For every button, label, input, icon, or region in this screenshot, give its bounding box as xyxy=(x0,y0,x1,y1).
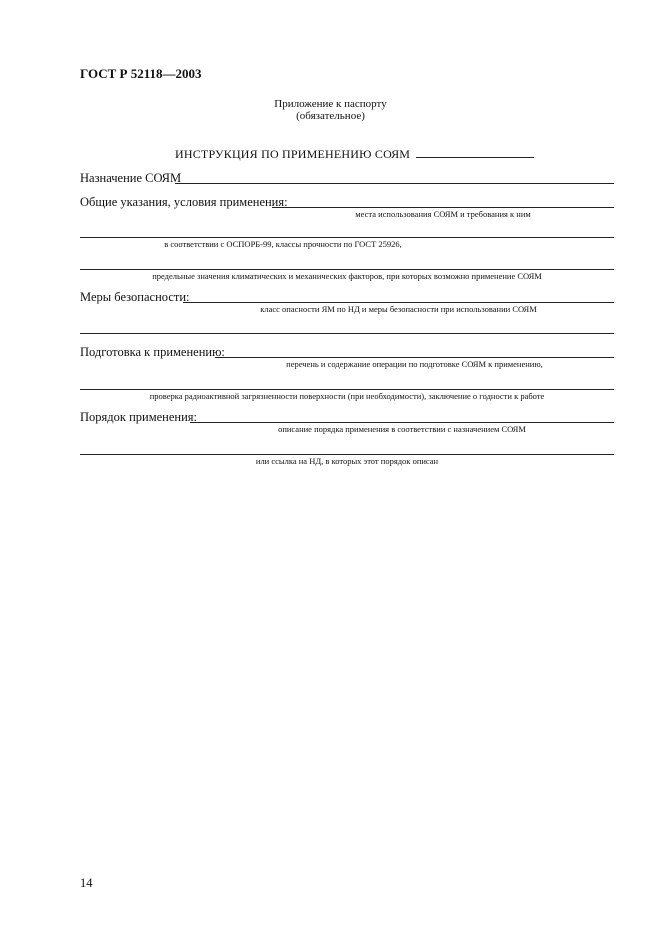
purpose-line[interactable] xyxy=(175,183,614,184)
procedure-label: Порядок применения: xyxy=(80,410,198,424)
page-number: 14 xyxy=(80,876,93,890)
instruction-title-text: ИНСТРУКЦИЯ ПО ПРИМЕНЕНИЮ СОЯМ xyxy=(175,147,411,161)
procedure-line-1[interactable] xyxy=(190,422,614,423)
procedure-hint-1: описание порядка применения в соответствии с назначением СОЯМ xyxy=(278,424,526,434)
general-line-2[interactable] xyxy=(80,237,614,238)
preparation-line-1[interactable] xyxy=(215,357,614,358)
preparation-line-2[interactable] xyxy=(80,389,614,390)
preparation-hint-2: проверка радиоактивной загрязненности поверхности (при необходимости), заключение о годности к работе xyxy=(149,391,545,401)
general-hint-2: в соответствии с ОСПОРБ-99, классы прочности по ГОСТ 25926, xyxy=(164,239,402,249)
preparation-label: Подготовка к применению: xyxy=(80,345,225,359)
procedure-line-2[interactable] xyxy=(80,454,614,455)
safety-line-2[interactable] xyxy=(80,333,614,334)
general-line-1[interactable] xyxy=(272,207,614,208)
instruction-title xyxy=(175,146,534,162)
general-hint-1: места использования СОЯМ и требования к ним xyxy=(355,209,531,219)
preparation-hint-1: перечень и содержание операции по подготовке СОЯМ к применению, xyxy=(286,359,543,369)
procedure-hint-2: или ссылка на НД, в которых этот порядок описан xyxy=(255,456,439,466)
safety-label: Меры безопасности: xyxy=(80,290,190,304)
appendix-title: Приложение к паспорту xyxy=(274,98,387,110)
general-line-3[interactable] xyxy=(80,269,614,270)
appendix-status: (обязательное) xyxy=(296,110,365,122)
standard-id: ГОСТ Р 52118—2003 xyxy=(80,66,202,81)
general-hint-3: предельные значения климатических и механических факторов, при которых возможно применение СОЯМ xyxy=(152,271,542,281)
title-fill-line[interactable] xyxy=(416,146,534,158)
safety-line-1[interactable] xyxy=(183,302,614,303)
safety-hint-1: класс опасности ЯМ по НД и меры безопасности при использовании СОЯМ xyxy=(260,304,537,314)
general-label: Общие указания, условия применения: xyxy=(80,195,288,209)
purpose-label: Назначение СОЯМ xyxy=(80,171,182,185)
